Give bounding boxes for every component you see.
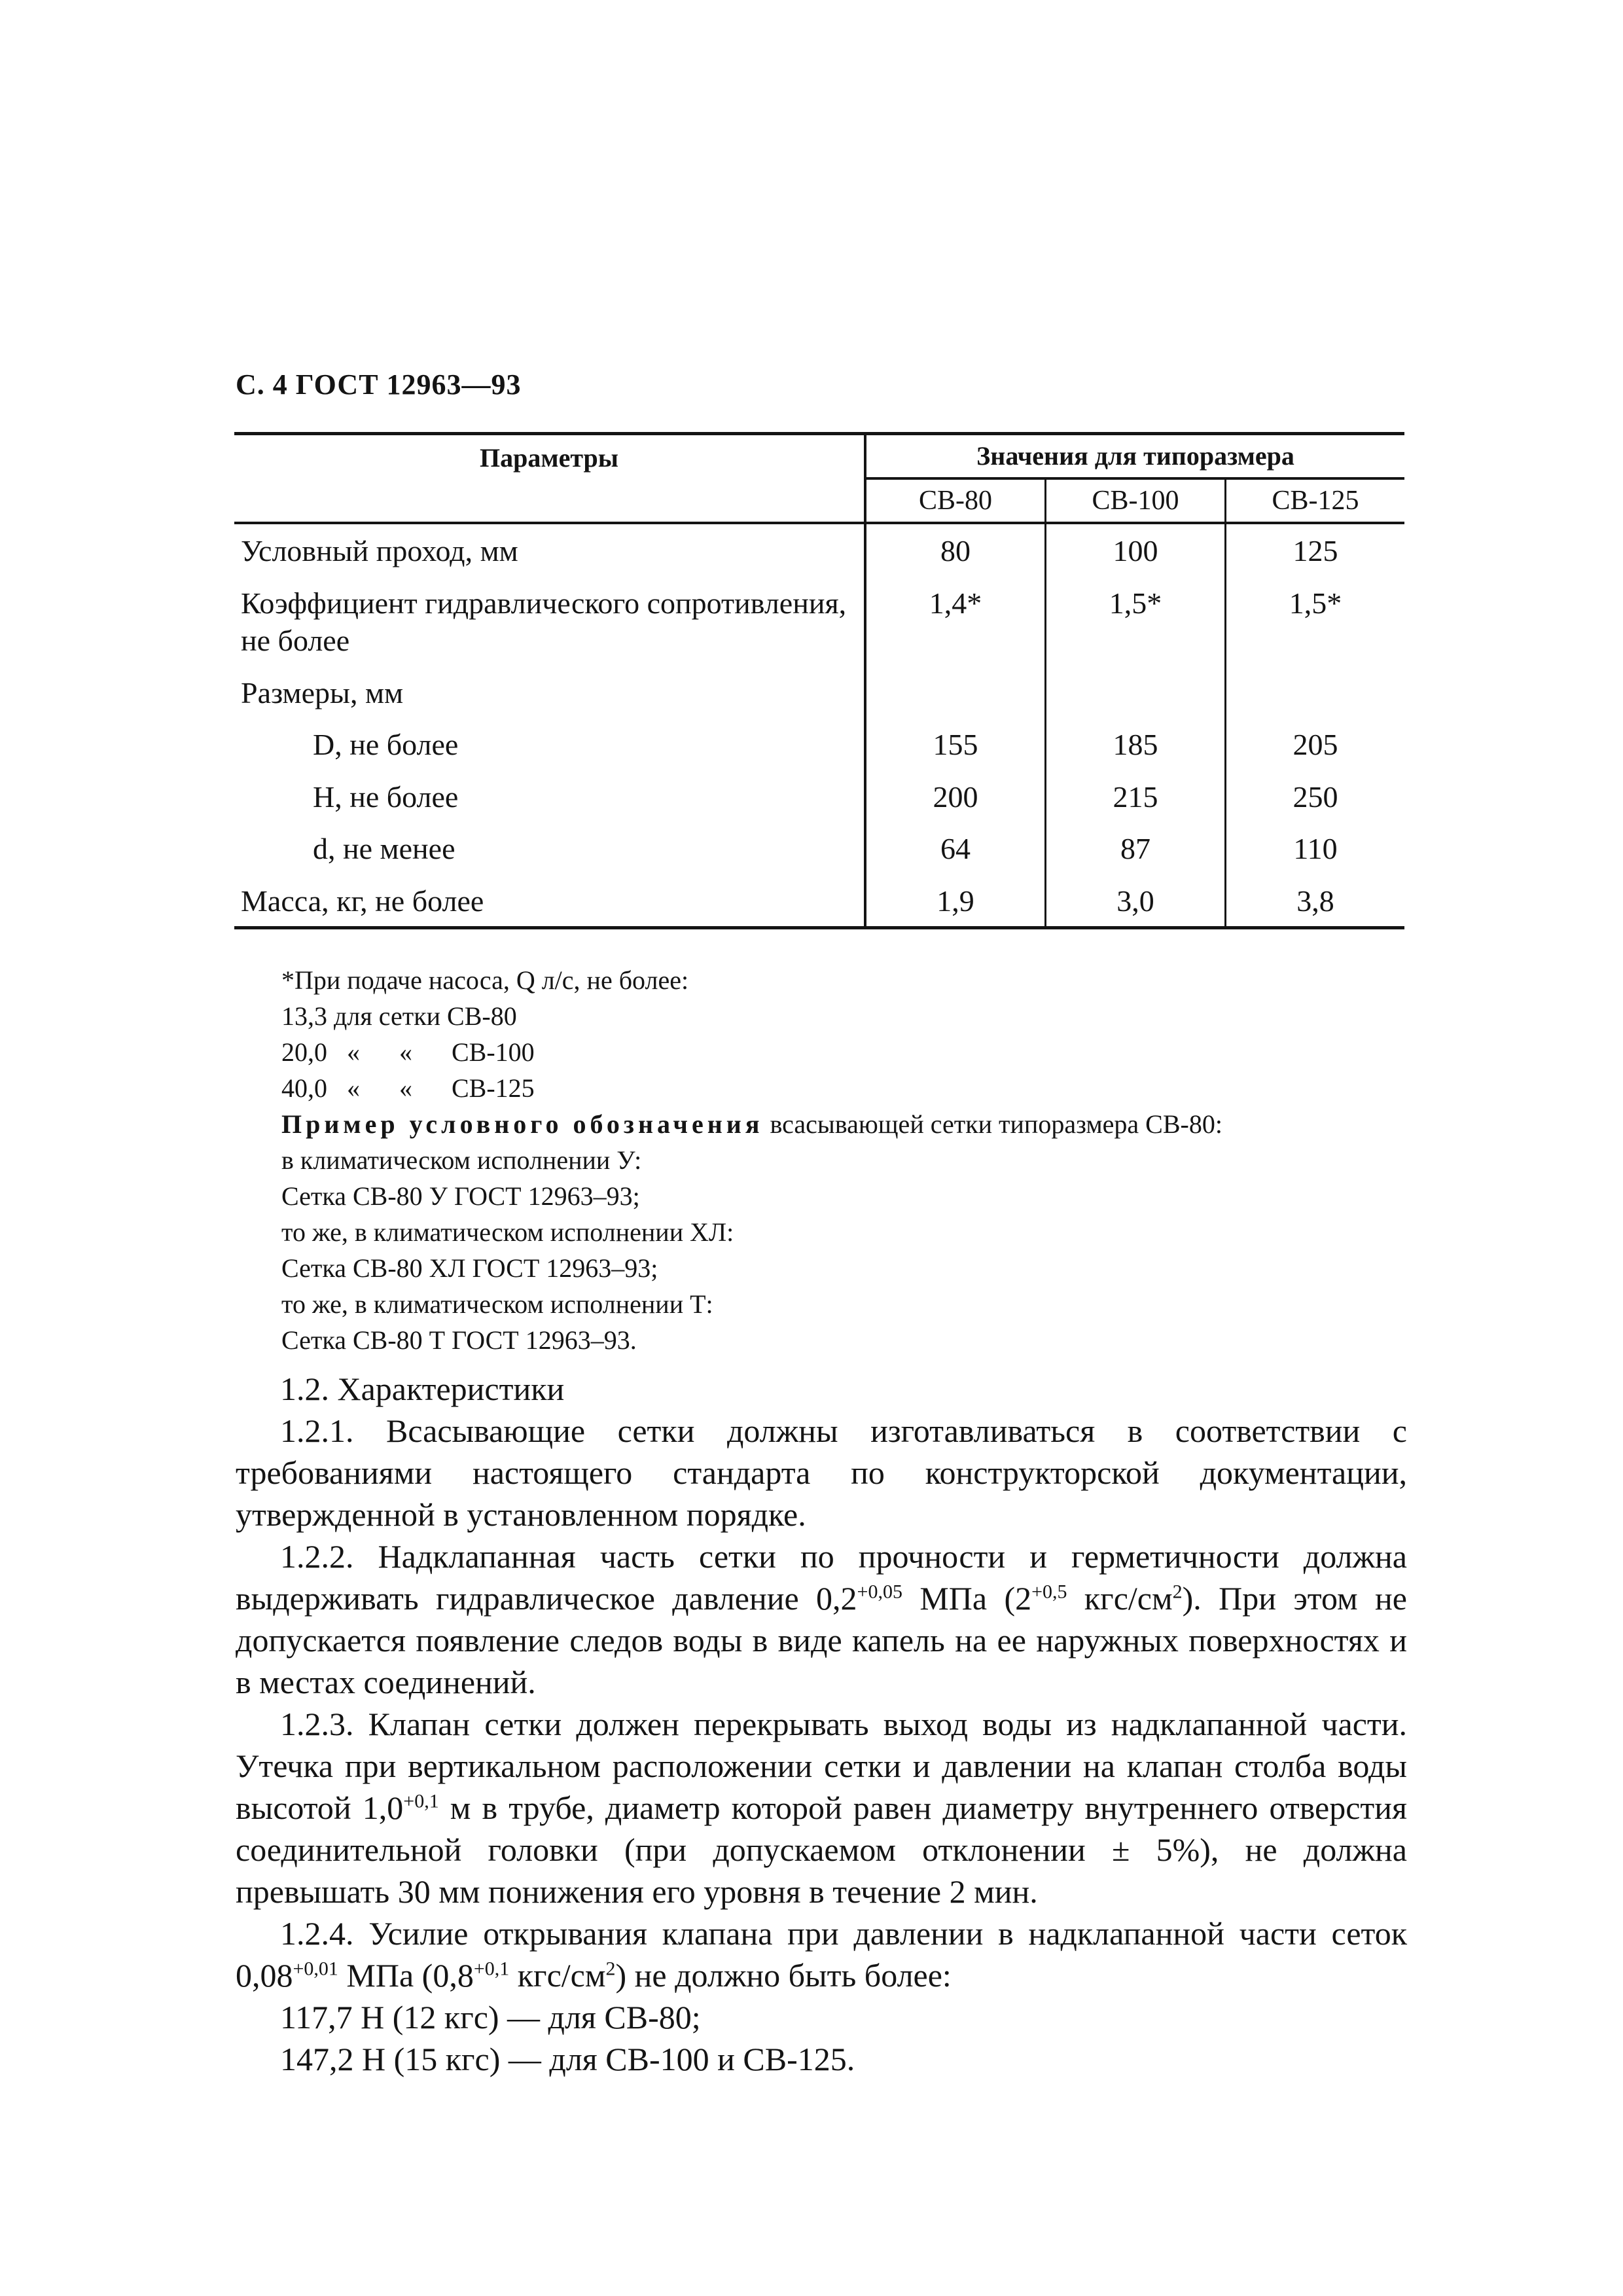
cell-value: 1,5* (1289, 586, 1342, 620)
cell-value: 215 (1046, 770, 1226, 823)
designation-example: Сетка СВ-80 ХЛ ГОСТ 12963–93; (281, 1253, 658, 1283)
example-heading (281, 1106, 1407, 1142)
text-fragment: 1.2.3. Клапан сетки должен перекрывать выход воды из надклапанной части. Утечка при вертикальном расположении сетки и давлении на клапан столба воды высотой 1,0 (236, 1706, 1407, 1826)
cell-value: 64 (940, 832, 971, 865)
designation-example: Сетка СВ-80 Т ГОСТ 12963–93. (281, 1325, 637, 1355)
cell-value: 80 (940, 534, 971, 567)
flow-note: 20,0 « « СВ-100 (281, 1037, 535, 1067)
superscript: +0,1 (403, 1790, 439, 1812)
table-row (234, 822, 1404, 874)
row-name: Размеры, мм (234, 666, 865, 719)
cell-value: 87 (1046, 822, 1226, 874)
paragraph-1-2-3 (236, 1703, 1407, 1912)
row-name: D, не более (234, 718, 865, 770)
table-row (234, 577, 1404, 666)
cell-value (1226, 666, 1405, 719)
size-header-sv80: СВ-80 (865, 478, 1046, 523)
force-line: 117,7 Н (12 кгс) — для СВ-80; (280, 1999, 701, 2036)
paragraph-1-2-4 (236, 1912, 1407, 1996)
table-row (234, 770, 1404, 823)
section-title: 1.2. Характеристики (280, 1371, 565, 1407)
size-header-sv125: СВ-125 (1226, 478, 1405, 523)
body-text (236, 1368, 1407, 2080)
text-fragment: кгс/см (509, 1957, 606, 1994)
row-name: Коэффициент гидравлического сопротивления, не более (234, 577, 865, 666)
text-fragment: м в трубе, диаметр которой равен диаметру внутреннего отверстия соединительной головки (при допускаемом отклонении ± 5%), не должна превышать 30 мм понижения его уровня в течение 2 мин. (236, 1789, 1408, 1910)
table-row (234, 874, 1404, 928)
table-row (234, 718, 1404, 770)
text-fragment: ) не должно быть более: (615, 1957, 952, 1994)
superscript: +0,01 (293, 1958, 338, 1980)
cell-value: 1,4* (929, 586, 982, 620)
cell-value: 3,8 (1226, 874, 1405, 928)
size-header-sv100: СВ-100 (1046, 478, 1226, 523)
text-fragment: МПа (2 (902, 1580, 1032, 1617)
footnote: *При подаче насоса, Q л/с, не более: (281, 965, 689, 995)
superscript: +0,05 (857, 1581, 902, 1603)
cell-value: 1,9 (865, 874, 1046, 928)
cell-value: 250 (1293, 780, 1338, 814)
parameters-table (234, 432, 1404, 929)
cell-value (1046, 666, 1226, 719)
cell-value (865, 666, 1046, 719)
example-label: Пример условного обозначения (281, 1109, 764, 1139)
paragraph-1-2-2 (236, 1535, 1407, 1703)
row-name: Условный проход, мм (234, 523, 865, 577)
footnotes-block (281, 962, 1407, 1358)
example-note: в климатическом исполнении У: (281, 1145, 642, 1175)
text-fragment: кгс/см (1067, 1580, 1173, 1617)
cell-value: 200 (933, 780, 978, 814)
cell-value: 110 (1293, 832, 1338, 865)
example-note: то же, в климатическом исполнении Т: (281, 1289, 713, 1319)
force-line: 147,2 Н (15 кгс) — для СВ-100 и СВ-125. (280, 2041, 855, 2077)
text-fragment: ). При этом не допускается появление следов воды в виде капель на ее наружных поверхностях и в местах соединений. (236, 1580, 1407, 1700)
example-note: то же, в климатическом исполнении ХЛ: (281, 1217, 734, 1247)
superscript: 2 (605, 1958, 616, 1980)
designation-example: Сетка СВ-80 У ГОСТ 12963–93; (281, 1181, 640, 1211)
cell-value: 125 (1293, 534, 1338, 567)
cell-value: 185 (1046, 718, 1226, 770)
table-row (234, 523, 1404, 577)
flow-note: 40,0 « « СВ-125 (281, 1073, 535, 1103)
row-name: Н, не более (234, 770, 865, 823)
row-name: Масса, кг, не более (234, 874, 865, 928)
cell-value: 3,0 (1046, 874, 1226, 928)
superscript: +0,5 (1031, 1581, 1067, 1603)
text-fragment: 1.2.4. Усилие открывания клапана при давлении в надклапанной части сеток 0,08 (236, 1915, 1407, 1994)
table-row (234, 666, 1404, 719)
cell-value: 155 (933, 728, 978, 761)
text-fragment: 1.2.2. Надклапанная часть сетки по прочности и герметичности должна выдерживать гидравлическое давление 0,2 (236, 1538, 1407, 1617)
cell-value: 1,5* (1046, 577, 1226, 666)
superscript: +0,1 (473, 1958, 510, 1980)
text-fragment: МПа (0,8 (338, 1957, 474, 1994)
row-name: d, не менее (234, 822, 865, 874)
page-header: С. 4 ГОСТ 12963—93 (236, 368, 522, 401)
flow-note: 13,3 для сетки СВ-80 (281, 1001, 517, 1031)
example-text: всасывающей сетки типоразмера СВ-80: (763, 1109, 1222, 1139)
param-column-header: Параметры (234, 434, 865, 524)
superscript: 2 (1172, 1581, 1183, 1603)
values-column-header: Значения для типоразмера (865, 434, 1404, 479)
paragraph-1-2-1: 1.2.1. Всасывающие сетки должны изготавливаться в соответствии с требованиями настоящего стандарта по конструкторской документации, утвержденной в установленном порядке. (236, 1412, 1407, 1533)
cell-value: 100 (1046, 523, 1226, 577)
cell-value: 205 (1293, 728, 1338, 761)
